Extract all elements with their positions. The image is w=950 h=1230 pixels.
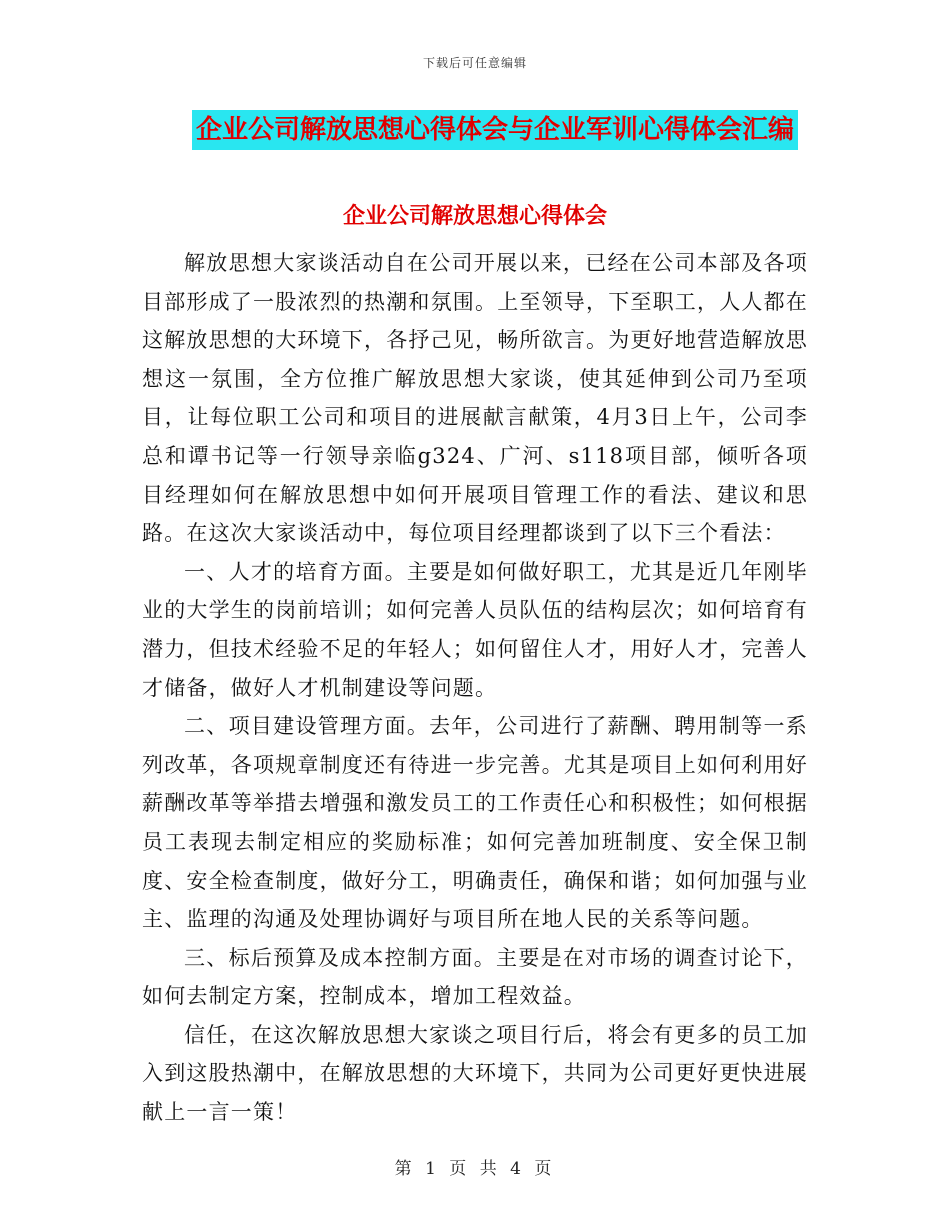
- paragraph: 信任，在这次解放思想大家谈之项目行后，将会有更多的员工加入到这股热潮中，在解放思想的大环境下，共同为公司更好更快进展献上一言一策！: [142, 1022, 808, 1125]
- main-title: 企业公司解放思想心得体会与企业军训心得体会汇编: [192, 110, 798, 150]
- section-title: 企业公司解放思想心得体会: [342, 204, 607, 229]
- paragraph: 解放思想大家谈活动自在公司开展以来，已经在公司本部及各项目部形成了一股浓烈的热潮和氛围。上至领导，下至职工，人人都在这解放思想的大环境下，各抒己见，畅所欲言。为更好地营造解放思想这一氛围，全方位推广解放思想大家谈，使其延伸到公司乃至项目，让每位职工公司和项目的进展献言献策，4月3日上午，公司李总和谭书记等一行领导亲临g324、广河、s118项目部，倾听各项目经理如何在解放思想中如何开展项目管理工作的看法、建议和思路。在这次大家谈活动中，每位项目经理都谈到了以下三个看法：: [142, 251, 808, 546]
- header-note: 下载后可任意编辑: [422, 56, 527, 70]
- paragraph: 一、人才的培育方面。主要是如何做好职工，尤其是近几年刚毕业的大学生的岗前培训；如何完善人员队伍的结构层次；如何培育有潜力，但技术经验不足的年轻人；如何留住人才，用好人才，完善人才储备，做好人才机制建设等问题。: [142, 559, 808, 700]
- paragraph: 三、标后预算及成本控制方面。主要是在对市场的调查讨论下，如何去制定方案，控制成本，增加工程效益。: [142, 945, 808, 1009]
- paragraph: 二、项目建设管理方面。去年，公司进行了薪酬、聘用制等一系列改革，各项规章制度还有待进一步完善。尤其是项目上如何利用好薪酬改革等举措去增强和激发员工的工作责任心和积极性；如何根据员工表现去制定相应的奖励标准；如何完善加班制度、安全保卫制度、安全检查制度，做好分工，明确责任，确保和谐；如何加强与业主、监理的沟通及处理协调好与项目所在地人民的关系等问题。: [142, 714, 808, 932]
- document-body: [142, 244, 808, 1132]
- main-title-container: [0, 110, 950, 150]
- page-indicator: 第 1 页 共 4 页: [394, 1159, 556, 1179]
